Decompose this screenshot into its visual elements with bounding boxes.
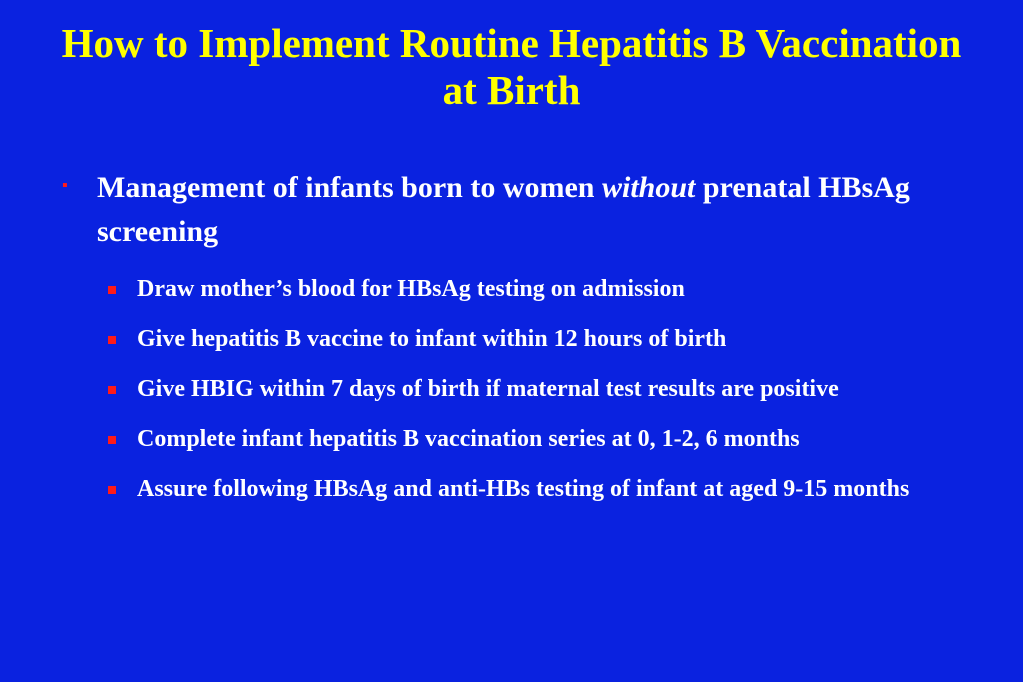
main-bullet-emphasis: without (601, 171, 696, 204)
sub-bullet-text: Assure following HBsAg and anti-HBs testing of infant at aged 9-15 months (137, 476, 910, 502)
slide-title: How to Implement Routine Hepatitis B Vaccination at Birth (61, 20, 962, 113)
main-bullet-marker-icon: ▪ (62, 177, 68, 194)
sub-bullet-marker-icon (108, 486, 116, 494)
main-bullet-text-after: prenatal HBsAg screening (97, 171, 910, 248)
main-bullet (62, 166, 942, 254)
sub-bullet-marker-icon (108, 386, 116, 394)
main-bullet-text (97, 166, 942, 254)
sub-bullet-marker-icon (108, 286, 116, 294)
sub-bullet-text: Draw mother’s blood for HBsAg testing on admission (137, 276, 685, 302)
sub-bullet-text: Give HBIG within 7 days of birth if maternal test results are positive (137, 376, 839, 402)
main-bullet-text-before: Management of infants born to women (97, 171, 602, 204)
sub-bullet-item (108, 321, 968, 358)
sub-bullet-marker-icon (108, 336, 116, 344)
sub-bullet-text: Complete infant hepatitis B vaccination series at 0, 1-2, 6 months (137, 426, 800, 452)
sub-bullet-item (108, 471, 968, 508)
sub-bullet-list (108, 271, 968, 521)
sub-bullet-text: Give hepatitis B vaccine to infant within 12 hours of birth (137, 326, 727, 352)
sub-bullet-item (108, 371, 968, 408)
sub-bullet-item (108, 421, 968, 458)
sub-bullet-marker-icon (108, 436, 116, 444)
sub-bullet-item (108, 271, 968, 308)
